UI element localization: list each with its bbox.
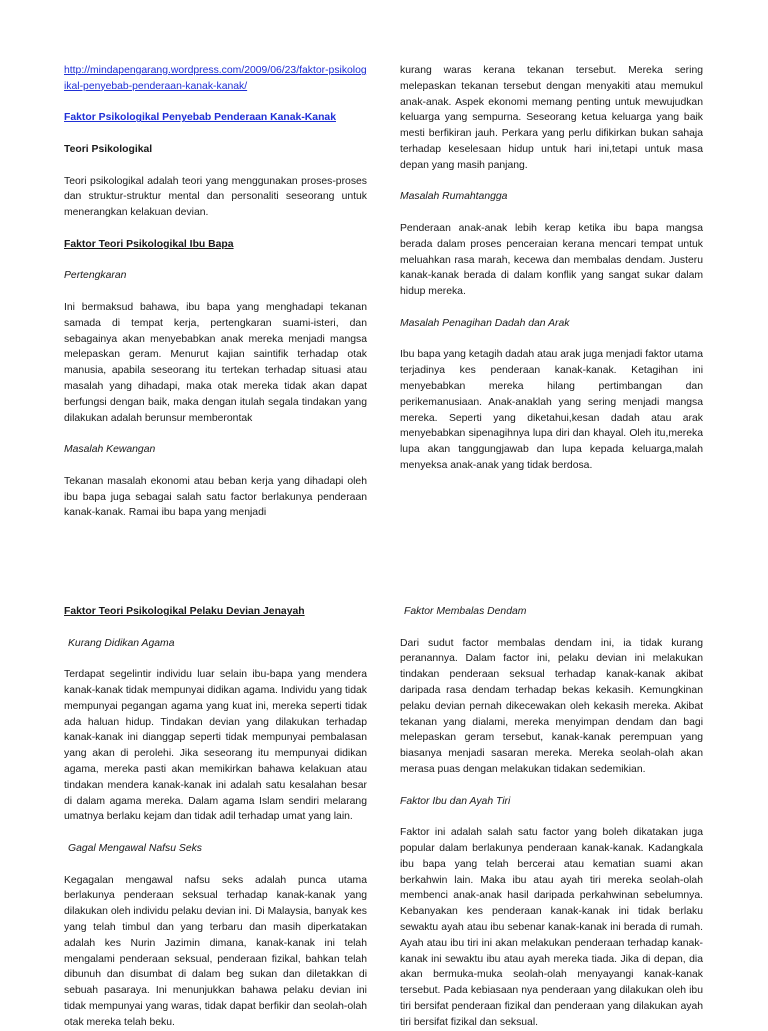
subheading-pertengkaran: Pertengkaran xyxy=(64,270,127,282)
paragraph-dadah: Ibu bapa yang ketagih dadah atau arak juga menjadi faktor utama terjadinya kes penderaan kanak-kanak. Ketagihan ini menyebabkan mereka hilang pertimbangan dan perikemanusiaan. Anak-anaklah yang sering menjadi mangsa mereka. Seperti yang diketahui,kesan dadah atau arak menyebabkan sipenagihnya lupa diri dan khayal. Oleh itu,mereka lupa akan tanggungjawab dan lupa kepada keluarga,malah menyeksa anak-anak yang tidak berdosa. xyxy=(400,349,703,471)
source-url-link[interactable]: http://mindapengarang.wordpress.com/2009/06/23/faktor-psikologikal-penyebab-penderaan-kanak-kanak/ xyxy=(64,65,367,92)
paragraph-pertengkaran: Ini bermaksud bahawa, ibu bapa yang menghadapi tekanan samada di tempat kerja, pertengkaran suami-isteri, dan sebagainya akan menyebabkan anak mereka menjadi mangsa melepaskan geram. Menurut kajian saintifik terhadap otak manusia, apabila seseorang itu tertekan terhadap situasi atau masalah yang dihadapi, maka otak mereka tidak akan dapat berfungsi dengan baik, maka dengan itulah segala tindakan yang dilakukan adalah berunsur memberontak xyxy=(64,301,367,424)
heading-teori-psikologikal: Teori Psikologikal xyxy=(64,143,153,155)
paragraph-dendam: Dari sudut factor membalas dendam ini, ia tidak kurang peranannya. Dalam factor ini, pelaku devian ini melakukan tindakan penderaan seksual terhadap kanak-kanak akibat daripada rasa dendam terhadap bekas kekasih. Kemungkinan pelaku devian pernah dikecewakan oleh kekasih mereka. Akibat tekanan yang dialami, mereka menyimpan dendam dan bagi melepaskan geram tersebut, kanak-kanak perempuan yang biasanya menjadi sasaran mereka. Mereka seolah-olah akan merasa puas dengan melakukan tidakan sedemikian. xyxy=(400,637,703,775)
paragraph-rumahtangga: Penderaan anak-anak lebih kerap ketika ibu bapa mangsa berada dalam proses penceraian kerana mencari tempat untuk meluahkan rasa marah, kecewa dan membalas dendam. Justeru kanak-kanak berada di dalam konflik yang sangat sukar dalam hidup mereka. xyxy=(400,222,703,298)
subheading-nafsu-seks: Gagal Mengawal Nafsu Seks xyxy=(68,842,202,854)
subheading-masalah-kewangan: Masalah Kewangan xyxy=(64,444,156,456)
top-right-column xyxy=(400,63,703,474)
paragraph-agama: Terdapat segelintir individu luar selain ibu-bapa yang mendera kanak-kanak tidak mempunyai didikan agama. Individu yang tidak mempunyai pegangan agama yang kuat ini, mereka seperti tidak ada haluan hidup. Tindakan devian yang dilakukan terhadap kanak-kanak ini dianggap seperti tidak mempunyai pembalasan yang akan di perolehi. Jika seseorang itu mempunyai didikan agama, mereka pasti akan memikirkan bahawa kelakuan atau tindakan mendera kanak-kanak ini adalah satu kesalahan besar di dalam agama mereka. Dalam agama Islam sendiri melarang umatnya berlaku kejam dan tidak adil terhadap umat yang lain. xyxy=(64,669,367,823)
article-title-link[interactable]: Faktor Psikologikal Penyebab Penderaan Kanak-Kanak xyxy=(64,112,336,124)
paragraph-kewangan-continued: kurang waras kerana tekanan tersebut. Mereka sering melepaskan tekanan tersebut dengan menyakiti atau memukul anak-anak. Aspek ekonomi memang penting untuk mewujudkan keluarga yang sempurna. Seseorang ketua keluarga yang baik mesti berfikiran jauh. Perkara yang perlu difikirkan bukan sahaja terhadap keselesaan hidup untuk hari ini,tetapi untuk masa depan yang masih panjang. xyxy=(400,65,703,171)
top-left-column xyxy=(64,63,367,521)
subheading-masalah-rumahtangga: Masalah Rumahtangga xyxy=(400,191,508,203)
heading-faktor-ibu-bapa: Faktor Teori Psikologikal Ibu Bapa xyxy=(64,238,234,250)
paragraph-tiri: Faktor ini adalah salah satu factor yang boleh dikatakan juga popular dalam berlakunya penderaan kanak-kanak. Kadangkala ibu bapa yang telah bercerai atau kematian suami akan berkahwin lain. Maka ibu atau ayah tiri mereka seolah-olah membenci anak-anak hasil daripada perkahwinan sebelumnya. Kebanyakan kes penderaan kanak-kanak ini tidak berlaku sewaktu ayah atau ibu sebenar kanak-kanak ini berada di rumah. Ayah atau ibu tiri ini akan melakukan penderaan terhadap kanak-kanak ini sewaktu ibu atau ayah mereka tiada. Jika di depan, dia akan bermuka-muka seolah-olah menyayangi kanak-kanak tersebut. Pada kebiasaan nya penderaan yang dilakukan oleh ibu tiri bersifat penderaan fizikal dan penderaan yang dilakukan ayah tiri bersifat fizikal dan seksual. xyxy=(400,827,703,1028)
subheading-kurang-didikan-agama: Kurang Didikan Agama xyxy=(68,637,175,649)
paragraph-teori: Teori psikologikal adalah teori yang menggunakan proses-proses dan struktur-struktur mental dan personaliti seseorang untuk menerangkan kelakuan devian. xyxy=(64,175,367,219)
paragraph-kewangan: Tekanan masalah ekonomi atau beban kerja yang dihadapi oleh ibu bapa juga sebagai salah satu factor berlakunya penderaan kanak-kanak. Ramai ibu bapa yang menjadi xyxy=(64,475,367,519)
subheading-membalas-dendam: Faktor Membalas Dendam xyxy=(404,606,527,617)
bottom-left-column xyxy=(64,604,367,1031)
paragraph-nafsu: Kegagalan mengawal nafsu seks adalah punca utama berlakunya penderaan seksual terhadap kanak-kanak yang dilakukan oleh individu pelaku devian ini. Di Malaysia, banyak kes yang telah timbul dan yang terbaru dan masih diperkatakan adalah kes Nurin Jazimin dimana, kanak-kanak ini telah mengalami penderaan seksual, penderaan fizikal, bahkan telah dibunuh dan disumbat di dalam beg sukan dan diletakkan di sebuah pasaraya. Ini menunjukkan bahawa pelaku devian ini tidak mempunyai yang waras, tidak dapat berfikir dan seolah-olah otak mereka telah beku. xyxy=(64,874,367,1028)
subheading-ibu-ayah-tiri: Faktor Ibu dan Ayah Tiri xyxy=(400,795,511,807)
heading-pelaku-devian: Faktor Teori Psikologikal Pelaku Devian Jenayah xyxy=(64,606,305,617)
subheading-penagihan-dadah: Masalah Penagihan Dadah dan Arak xyxy=(400,317,570,329)
bottom-right-column xyxy=(400,604,703,1031)
